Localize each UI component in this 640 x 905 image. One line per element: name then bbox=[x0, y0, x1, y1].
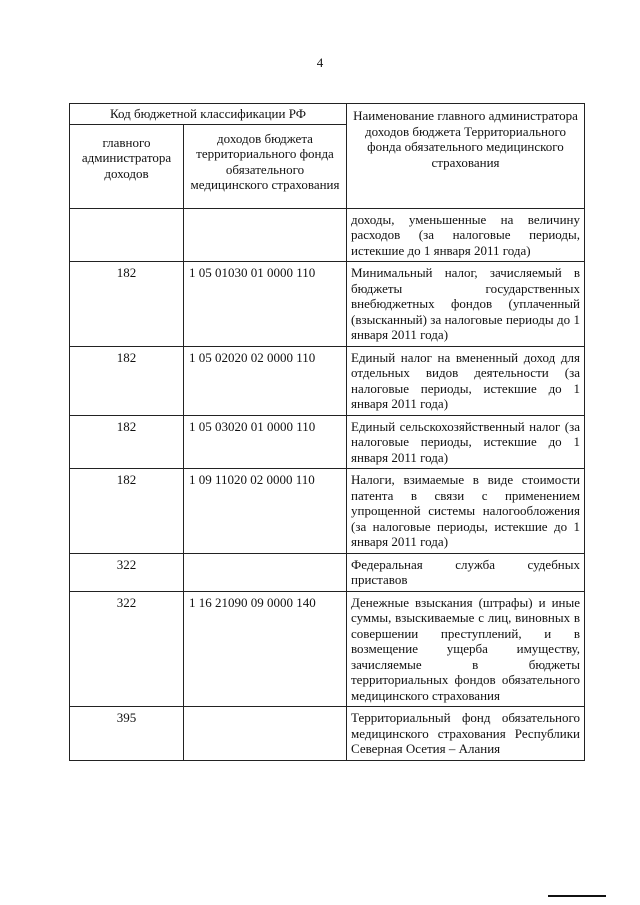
header-name-column: Наименование главного администратора доходов бюджета Территориального фонда обязательного медицинского страхования bbox=[347, 104, 585, 209]
row-name: доходы, уменьшенные на величину расходов (за налоговые периоды, истекшие до 1 января 2011 года) bbox=[347, 208, 585, 262]
header-code-group: Код бюджетной классификации РФ bbox=[70, 104, 347, 125]
row-name: Денежные взыскания (штрафы) и иные суммы, взыскиваемые с лиц, виновных в совершении преступлений, и в возмещение ущерба имуществу, зачисляемые в бюджеты территориальных фондов обязательного медицинского страхования bbox=[347, 591, 585, 707]
row-admin-code: 322 bbox=[70, 591, 184, 707]
row-admin-code: 182 bbox=[70, 262, 184, 347]
table-row bbox=[70, 591, 585, 707]
row-budget-code: 1 05 01030 01 0000 110 bbox=[184, 262, 347, 347]
row-name: Единый налог на вмененный доход для отдельных видов деятельности (за налоговые периоды, истекшие до 1 января 2011 года) bbox=[347, 346, 585, 415]
table-row bbox=[70, 553, 585, 591]
row-admin-code: 182 bbox=[70, 415, 184, 469]
row-name: Минимальный налог, зачисляемый в бюджеты государственных внебюджетных фондов (уплаченный (взысканный) за налоговые периоды до 1 января 2011 года) bbox=[347, 262, 585, 347]
row-name: Территориальный фонд обязательного медицинского страхования Республики Северная Осетия – Алания bbox=[347, 707, 585, 761]
row-budget-code: 1 09 11020 02 0000 110 bbox=[184, 469, 347, 554]
row-name: Налоги, взимаемые в виде стоимости патента в связи с применением упрощенной системы налогообложения (за налоговые периоды, истекшие до 1 января 2011 года) bbox=[347, 469, 585, 554]
row-budget-code bbox=[184, 707, 347, 761]
row-admin-code: 395 bbox=[70, 707, 184, 761]
row-budget-code bbox=[184, 208, 347, 262]
table-row bbox=[70, 346, 585, 415]
table-row bbox=[70, 469, 585, 554]
footer-rule bbox=[548, 895, 606, 897]
table-row bbox=[70, 707, 585, 761]
row-budget-code: 1 05 03020 01 0000 110 bbox=[184, 415, 347, 469]
table-header-row bbox=[70, 104, 585, 125]
table-row bbox=[70, 415, 585, 469]
table-row bbox=[70, 208, 585, 262]
row-budget-code bbox=[184, 553, 347, 591]
row-name: Федеральная служба судебных приставов bbox=[347, 553, 585, 591]
header-code-column: доходов бюджета территориального фонда обязательного медицинского страхования bbox=[184, 124, 347, 208]
budget-classification-table bbox=[69, 103, 585, 761]
row-admin-code: 322 bbox=[70, 553, 184, 591]
row-admin-code: 182 bbox=[70, 469, 184, 554]
table-row bbox=[70, 262, 585, 347]
row-name: Единый сельскохозяйственный налог (за налоговые периоды, истекшие до 1 января 2011 года) bbox=[347, 415, 585, 469]
header-admin-column: главного администратора доходов bbox=[70, 124, 184, 208]
row-budget-code: 1 16 21090 09 0000 140 bbox=[184, 591, 347, 707]
row-admin-code bbox=[70, 208, 184, 262]
row-admin-code: 182 bbox=[70, 346, 184, 415]
page-number: 4 bbox=[316, 55, 324, 70]
row-budget-code: 1 05 02020 02 0000 110 bbox=[184, 346, 347, 415]
